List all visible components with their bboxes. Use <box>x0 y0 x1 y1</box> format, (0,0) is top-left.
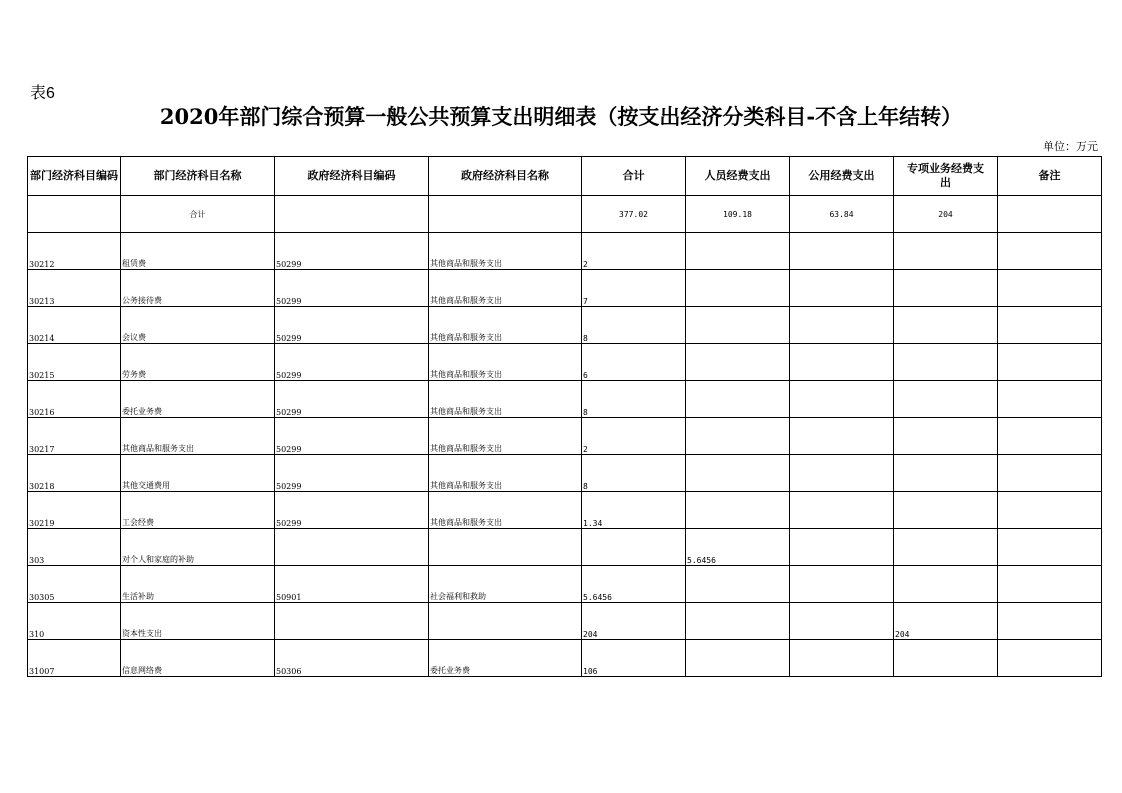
cell-note <box>998 492 1102 529</box>
cell-public <box>790 344 894 381</box>
table-row <box>28 270 1102 307</box>
cell-public <box>790 566 894 603</box>
table-row <box>28 603 1102 640</box>
cell-special <box>894 640 998 677</box>
cell-personnel <box>686 640 790 677</box>
cell-personnel: 5.6456 <box>686 529 790 566</box>
cell-public <box>790 270 894 307</box>
cell-public <box>790 603 894 640</box>
total-gov-name <box>429 196 582 233</box>
total-row <box>28 196 1102 233</box>
table-row <box>28 529 1102 566</box>
cell-public <box>790 233 894 270</box>
cell-public <box>790 529 894 566</box>
cell-gov-code: 50299 <box>275 233 429 270</box>
cell-special: 204 <box>894 603 998 640</box>
cell-gov-name: 其他商品和服务支出 <box>429 270 582 307</box>
header-public: 公用经费支出 <box>790 157 894 196</box>
cell-dept-name: 会议费 <box>121 307 275 344</box>
cell-dept-name: 工会经费 <box>121 492 275 529</box>
total-personnel: 109.18 <box>686 196 790 233</box>
cell-special <box>894 307 998 344</box>
cell-dept-code: 30219 <box>28 492 121 529</box>
page-title: 2020年部门综合预算一般公共预算支出明细表（按支出经济分类科目-不含上年结转） <box>159 104 963 129</box>
cell-note <box>998 307 1102 344</box>
cell-dept-code: 30212 <box>28 233 121 270</box>
cell-special <box>894 418 998 455</box>
cell-personnel <box>686 381 790 418</box>
cell-special <box>894 270 998 307</box>
cell-gov-name: 其他商品和服务支出 <box>429 344 582 381</box>
cell-gov-code: 50299 <box>275 455 429 492</box>
cell-note <box>998 381 1102 418</box>
cell-personnel <box>686 603 790 640</box>
cell-total: 2 <box>582 233 686 270</box>
cell-gov-name: 其他商品和服务支出 <box>429 307 582 344</box>
header-gov-name: 政府经济科目名称 <box>429 157 582 196</box>
total-dept-code <box>28 196 121 233</box>
cell-gov-code: 50299 <box>275 492 429 529</box>
cell-total: 1.34 <box>582 492 686 529</box>
cell-gov-code: 50306 <box>275 640 429 677</box>
cell-total: 5.6456 <box>582 566 686 603</box>
cell-gov-code <box>275 603 429 640</box>
cell-note <box>998 270 1102 307</box>
cell-gov-code: 50299 <box>275 270 429 307</box>
cell-special <box>894 566 998 603</box>
table-row <box>28 492 1102 529</box>
cell-personnel <box>686 418 790 455</box>
cell-dept-code: 31007 <box>28 640 121 677</box>
cell-dept-code: 30215 <box>28 344 121 381</box>
expenditure-table <box>27 156 1102 677</box>
table-row <box>28 381 1102 418</box>
cell-total: 8 <box>582 455 686 492</box>
cell-gov-name: 其他商品和服务支出 <box>429 381 582 418</box>
total-label: 合计 <box>121 196 275 233</box>
cell-personnel <box>686 307 790 344</box>
cell-total: 204 <box>582 603 686 640</box>
cell-dept-name: 劳务费 <box>121 344 275 381</box>
cell-gov-code: 50299 <box>275 344 429 381</box>
header-gov-code: 政府经济科目编码 <box>275 157 429 196</box>
table-row <box>28 455 1102 492</box>
cell-dept-code: 30213 <box>28 270 121 307</box>
cell-gov-name: 其他商品和服务支出 <box>429 418 582 455</box>
header-row <box>28 157 1102 196</box>
cell-note <box>998 566 1102 603</box>
cell-note <box>998 455 1102 492</box>
cell-gov-name: 其他商品和服务支出 <box>429 492 582 529</box>
table-row <box>28 566 1102 603</box>
cell-special <box>894 381 998 418</box>
header-note: 备注 <box>998 157 1102 196</box>
cell-personnel <box>686 455 790 492</box>
cell-total <box>582 529 686 566</box>
cell-special <box>894 529 998 566</box>
cell-dept-name: 资本性支出 <box>121 603 275 640</box>
header-total: 合计 <box>582 157 686 196</box>
cell-total: 2 <box>582 418 686 455</box>
total-sum: 377.02 <box>582 196 686 233</box>
cell-total: 7 <box>582 270 686 307</box>
header-personnel: 人员经费支出 <box>686 157 790 196</box>
cell-special <box>894 344 998 381</box>
cell-note <box>998 233 1102 270</box>
cell-gov-name: 社会福利和救助 <box>429 566 582 603</box>
header-dept-code: 部门经济科目编码 <box>28 157 121 196</box>
cell-dept-name: 其他商品和服务支出 <box>121 418 275 455</box>
cell-dept-name: 信息网络费 <box>121 640 275 677</box>
total-public: 63.84 <box>790 196 894 233</box>
cell-dept-name: 公务接待费 <box>121 270 275 307</box>
cell-total: 106 <box>582 640 686 677</box>
cell-note <box>998 603 1102 640</box>
cell-personnel <box>686 566 790 603</box>
cell-public <box>790 381 894 418</box>
cell-special <box>894 233 998 270</box>
table-row <box>28 233 1102 270</box>
cell-gov-code: 50901 <box>275 566 429 603</box>
cell-note <box>998 640 1102 677</box>
unit-label: 单位：万元 <box>1043 140 1098 153</box>
table-row <box>28 344 1102 381</box>
cell-total: 8 <box>582 307 686 344</box>
cell-dept-name: 委托业务费 <box>121 381 275 418</box>
header-special: 专项业务经费支出 <box>894 157 998 196</box>
cell-gov-code <box>275 529 429 566</box>
cell-gov-name: 其他商品和服务支出 <box>429 233 582 270</box>
table-row <box>28 307 1102 344</box>
cell-personnel <box>686 344 790 381</box>
cell-note <box>998 529 1102 566</box>
cell-dept-code: 303 <box>28 529 121 566</box>
cell-public <box>790 640 894 677</box>
total-gov-code <box>275 196 429 233</box>
header-dept-name: 部门经济科目名称 <box>121 157 275 196</box>
cell-dept-code: 310 <box>28 603 121 640</box>
cell-public <box>790 418 894 455</box>
cell-gov-code: 50299 <box>275 307 429 344</box>
cell-note <box>998 418 1102 455</box>
cell-dept-code: 30217 <box>28 418 121 455</box>
table-label: 表6 <box>30 85 55 102</box>
cell-gov-code: 50299 <box>275 418 429 455</box>
cell-personnel <box>686 492 790 529</box>
total-special: 204 <box>894 196 998 233</box>
cell-dept-code: 30218 <box>28 455 121 492</box>
cell-dept-code: 30216 <box>28 381 121 418</box>
cell-dept-name: 其他交通费用 <box>121 455 275 492</box>
cell-dept-code: 30214 <box>28 307 121 344</box>
cell-gov-name <box>429 603 582 640</box>
cell-dept-code: 30305 <box>28 566 121 603</box>
cell-dept-name: 生活补助 <box>121 566 275 603</box>
cell-total: 6 <box>582 344 686 381</box>
cell-note <box>998 344 1102 381</box>
cell-public <box>790 492 894 529</box>
cell-gov-code: 50299 <box>275 381 429 418</box>
cell-personnel <box>686 270 790 307</box>
cell-public <box>790 307 894 344</box>
cell-dept-name: 租赁费 <box>121 233 275 270</box>
total-note <box>998 196 1102 233</box>
cell-public <box>790 455 894 492</box>
cell-special <box>894 492 998 529</box>
table-row <box>28 418 1102 455</box>
cell-dept-name: 对个人和家庭的补助 <box>121 529 275 566</box>
cell-total: 8 <box>582 381 686 418</box>
cell-gov-name <box>429 529 582 566</box>
cell-gov-name: 委托业务费 <box>429 640 582 677</box>
cell-personnel <box>686 233 790 270</box>
cell-special <box>894 455 998 492</box>
cell-gov-name: 其他商品和服务支出 <box>429 455 582 492</box>
table-row <box>28 640 1102 677</box>
